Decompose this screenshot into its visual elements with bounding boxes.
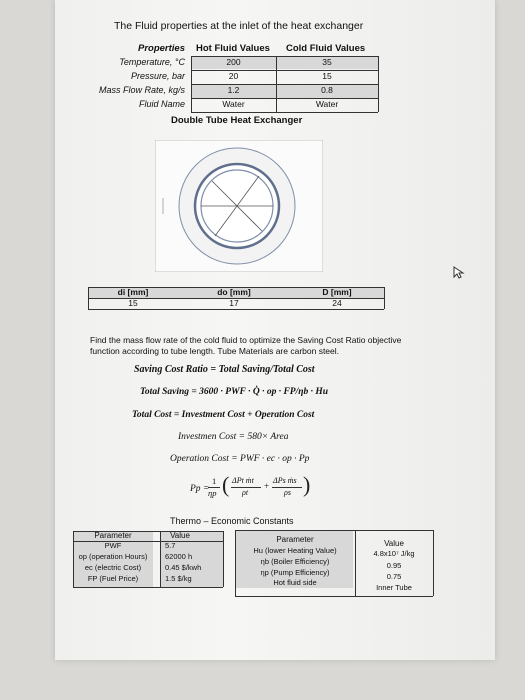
eq-operation-cost: Operation Cost = PWF · ec · op · Pp <box>170 454 310 464</box>
eq-saving-cost-ratio: Saving Cost Ratio = Total Saving/Total Cost <box>134 364 315 375</box>
dim-value-di: 15 <box>128 298 138 308</box>
props-caption: Double Tube Heat Exchanger <box>171 115 303 126</box>
thermo-right-header-param: Parameter <box>276 535 314 544</box>
pp-paren-right: ) <box>303 472 311 497</box>
thermo-left-value: 1.5 $/kg <box>165 574 192 583</box>
thermo-right-param: ηb (Boiler Efficiency) <box>260 557 330 566</box>
props-row-label: Pressure, bar <box>130 71 185 81</box>
eq-investment-cost: Investmen Cost = 580× Area <box>178 432 289 442</box>
pp-lhs: Pp = <box>190 484 210 494</box>
props-header-cold: Cold Fluid Values <box>286 43 366 54</box>
props-cold-value: 0.8 <box>321 85 333 95</box>
props-row-label: Temperature, °C <box>119 57 185 67</box>
dim-value-do: 17 <box>229 298 239 308</box>
pp-term2-num: ΔPs ṁs <box>273 476 297 485</box>
pp-term1-den: ρt <box>242 488 249 497</box>
pp-term2-den: ρs <box>284 488 291 497</box>
pp-term1-num: ΔPt ṁt <box>232 476 254 485</box>
props-row-label: Mass Flow Rate, kg/s <box>98 85 185 95</box>
thermo-left-param: op (operation Hours) <box>78 552 148 561</box>
thermo-left-value: 5.7 <box>165 541 176 550</box>
props-hot-value: Water <box>222 99 245 109</box>
props-header-properties: Properties <box>138 43 185 54</box>
thermo-right-param: Hu (lower Heating Value) <box>253 546 337 555</box>
thermo-right-value: Inner Tube <box>376 583 412 592</box>
thermo-right-value: 4.8x10⁷ J/kg <box>373 549 415 558</box>
eq-total-cost: Total Cost = Investment Cost + Operation Cost <box>132 410 315 420</box>
thermo-left-header-param: Parameter <box>94 531 132 540</box>
props-hot-value: 20 <box>228 71 239 81</box>
page-title: The Fluid properties at the inlet of the heat exchanger <box>114 20 364 32</box>
thermo-left-header-value: Value <box>170 531 190 540</box>
thermo-left-param: ec (electric Cost) <box>84 563 142 572</box>
dim-header-do: do [mm] <box>217 287 251 297</box>
thermo-left-value: 62000 h <box>165 552 193 561</box>
props-cold-value: Water <box>315 99 339 109</box>
pp-one: 1 <box>212 476 217 486</box>
thermo-left-value: 0.45 $/kwh <box>165 563 202 572</box>
props-cold-value: 35 <box>322 57 332 67</box>
props-hot-value: 200 <box>226 57 241 67</box>
thermo-right-value: 0.75 <box>386 572 402 581</box>
dim-header-D: D [mm] <box>322 287 352 297</box>
problem-statement: Find the mass flow rate of the cold fluid to optimize the Saving Cost Ratio objective function according to tube length. Tube Materials are carbon steel. <box>90 335 402 356</box>
thermo-right-header-value: Value <box>384 539 404 548</box>
eq-total-saving: Total Saving = 3600 · PWF · Q̇ · op · FP/ηb · Hu <box>140 387 328 397</box>
dim-value-D: 24 <box>332 298 342 308</box>
pointer-cursor-icon <box>452 266 466 280</box>
thermo-left-param: FP (Fuel Price) <box>87 574 139 583</box>
pp-paren-left: ( <box>222 472 230 497</box>
thermo-title: Thermo – Economic Constants <box>170 516 294 526</box>
props-header-hot: Hot Fluid Values <box>196 43 270 54</box>
thermo-left-param: PWF <box>104 541 122 550</box>
pp-plus: + <box>264 481 270 491</box>
props-row-label: Fluid Name <box>138 99 185 109</box>
tube-cross-section-figure <box>155 140 323 272</box>
thermo-right-param: ηp (Pump Efficiency) <box>260 568 330 577</box>
thermo-right-value: 0.95 <box>386 561 402 570</box>
thermo-right-param: Hot fluid side <box>273 578 317 587</box>
dim-header-di: di [mm] <box>117 287 149 297</box>
pp-eta: ηp <box>208 488 217 498</box>
props-hot-value: 1.2 <box>227 85 240 95</box>
props-cold-value: 15 <box>322 71 332 81</box>
